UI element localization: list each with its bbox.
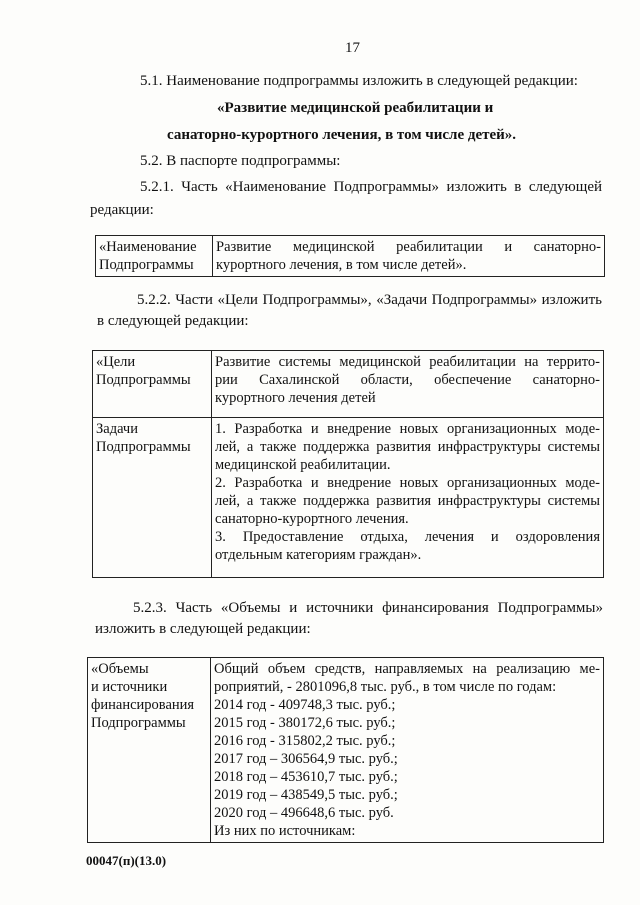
table2-label-line: Подпрограммы xyxy=(96,439,191,455)
table2-tasks-value-cell xyxy=(212,418,604,578)
table3-label-line: и источники xyxy=(91,679,168,695)
paragraph-5-2-1-line2: редакции: xyxy=(90,202,154,218)
subprogram-title-line1: «Развитие медицинской реабилитации и xyxy=(217,100,494,116)
table3-label-line: «Объемы xyxy=(91,661,149,677)
table1-label-cell xyxy=(96,236,213,277)
table-row xyxy=(93,418,604,578)
table-row xyxy=(88,658,604,843)
table-row xyxy=(93,351,604,418)
table2-value-line: рии Сахалинской области, обеспечение санаторно- xyxy=(215,372,600,388)
table1-label-line: «Наименование xyxy=(99,239,197,255)
table3-value-line: роприятий, - 2801096,8 тыс. руб., в том числе по годам: xyxy=(214,679,557,695)
table3-label-line: Подпрограммы xyxy=(91,715,186,731)
table3-value-cell xyxy=(211,658,604,843)
table2-goals-label-cell xyxy=(93,351,212,418)
paragraph-5-2-3-line1: 5.2.3. Часть «Объемы и источники финансирования Подпрограммы» xyxy=(133,600,603,616)
subprogram-title-line2: санаторно-курортного лечения, в том числе детей». xyxy=(167,127,517,143)
table3-value-line: 2014 год - 409748,3 тыс. руб.; xyxy=(214,697,396,713)
table2-label-line: Подпрограммы xyxy=(96,372,191,388)
paragraph-5-2-3 xyxy=(95,600,603,638)
table2-tasks-label-cell xyxy=(93,418,212,578)
table3-value-line: 2020 год – 496648,6 тыс. руб. xyxy=(214,805,394,821)
table2-value-line: 1. Разработка и внедрение новых организационных моде- xyxy=(215,421,600,437)
paragraph-5-2-3-line2: изложить в следующей редакции: xyxy=(95,621,311,637)
table3-value-line: Из них по источникам: xyxy=(214,823,356,839)
paragraph-5-2-2 xyxy=(97,292,602,330)
table2-value-line: Развитие системы медицинской реабилитации на террито- xyxy=(215,354,600,370)
table1-value-line: Развитие медицинской реабилитации и санаторно- xyxy=(216,239,601,255)
table2-value-line: лей, а также поддержка развития инфраструктуры системы xyxy=(215,439,600,455)
paragraph-5-2-1-line1: 5.2.1. Часть «Наименование Подпрограммы» изложить в следующей xyxy=(140,179,602,195)
table-goals-tasks xyxy=(92,350,604,578)
table-subprogram-name xyxy=(95,235,605,277)
table3-label-line: финансирования xyxy=(91,697,195,713)
table3-value-line: 2016 год - 315802,2 тыс. руб.; xyxy=(214,733,396,749)
table2-value-line: 2. Разработка и внедрение новых организационных моде- xyxy=(215,475,600,491)
table-financing xyxy=(87,657,604,843)
table2-value-line: медицинской реабилитации. xyxy=(215,457,391,473)
table3-value-line: 2018 год – 453610,7 тыс. руб.; xyxy=(214,769,398,785)
footer-document-code: 00047(п)(13.0) xyxy=(86,853,167,868)
paragraph-5-2-1 xyxy=(90,179,602,219)
table1-label-line: Подпрограммы xyxy=(99,257,194,273)
table1-value-line: курортного лечения, в том числе детей». xyxy=(216,257,467,273)
table2-label-line: Задачи xyxy=(96,421,138,437)
paragraph-5-2-2-line2: в следующей редакции: xyxy=(97,313,249,329)
table3-value-line: 2015 год - 380172,6 тыс. руб.; xyxy=(214,715,396,731)
paragraph-5-2-2-line1: 5.2.2. Части «Цели Подпрограммы», «Задачи Подпрограммы» изложить xyxy=(137,292,602,308)
paragraph-5-2: 5.2. В паспорте подпрограммы: xyxy=(140,153,341,169)
table3-label-cell xyxy=(88,658,211,843)
table1-value-cell xyxy=(213,236,605,277)
table2-value-line: санаторно-курортного лечения. xyxy=(215,511,409,527)
table2-value-line: лей, а также поддержка развития инфраструктуры системы xyxy=(215,493,600,509)
table3-value-line: 2019 год – 438549,5 тыс. руб.; xyxy=(214,787,398,803)
table3-value-line: 2017 год – 306564,9 тыс. руб.; xyxy=(214,751,398,767)
table3-value-line: Общий объем средств, направляемых на реализацию ме- xyxy=(214,661,600,677)
page-number: 17 xyxy=(345,40,360,56)
table2-value-line: отдельным категориям граждан». xyxy=(215,547,422,563)
paragraph-5-1: 5.1. Наименование подпрограммы изложить в следующей редакции: xyxy=(140,73,578,89)
table2-value-line: 3. Предоставление отдыха, лечения и оздоровления xyxy=(215,529,600,545)
table2-value-line: курортного лечения детей xyxy=(215,390,376,406)
table2-goals-value-cell xyxy=(212,351,604,418)
table2-label-line: «Цели xyxy=(96,354,136,370)
table-row xyxy=(96,236,605,277)
